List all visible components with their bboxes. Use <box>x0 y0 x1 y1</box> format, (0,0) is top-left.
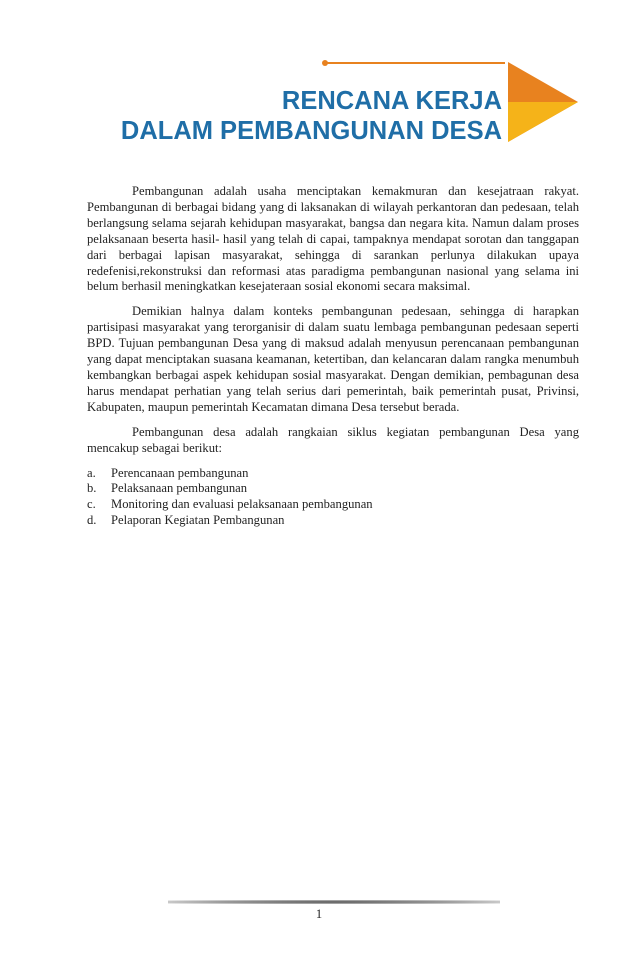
list-item-text: Monitoring dan evaluasi pelaksanaan pembangunan <box>111 497 373 512</box>
title-line-2: DALAM PEMBANGUNAN DESA <box>120 117 502 145</box>
list-item <box>87 513 579 529</box>
header-triangle-icon <box>508 62 580 144</box>
list-item-text: Pelaksanaan pembangunan <box>111 481 248 496</box>
list-marker: a. <box>87 465 96 480</box>
page-number: 1 <box>315 907 323 921</box>
activity-list <box>87 466 579 530</box>
page-title <box>121 86 502 146</box>
list-marker: d. <box>87 513 97 528</box>
title-line-1: RENCANA KERJA <box>281 87 502 115</box>
list-item-text: Pelaporan Kegiatan Pembangunan <box>111 513 285 528</box>
header-accent-line <box>325 62 505 64</box>
list-marker: b. <box>87 481 97 496</box>
list-item-text: Perencanaan pembangunan <box>111 465 249 480</box>
list-item <box>87 481 579 497</box>
paragraph-3: Pembangunan desa adalah rangkaian siklus kegiatan pembangunan Desa yang mencakup sebagai berikut: <box>87 424 579 455</box>
list-item <box>87 497 579 513</box>
paragraph-1: Pembangunan adalah usaha menciptakan kemakmuran dan kesejatraan rakyat. Pembangunan di berbagai bidang yang di laksanakan di wilayah perkantoran dan pedesaan, telah berlangsung selama sejarah kehidupan masyarakat, bangsa dan negara kita. Namun dalam proses pelaksanaan beserta hasil- hasil yang telah di capai, tampaknya mendapat sorotan dan tanggapan dari berbagai lapisan masyarakat, sehingga di sarankan perlunya dilakukan upaya redefenisi,rekonstruksi dan reformasi atas paradigma pembangunan nasional yang selama ini belum berhasil meningkatkan kesejateraan sosial ekonomi secara maksimal. <box>87 184 579 294</box>
list-item <box>87 466 579 482</box>
list-marker: c. <box>87 497 96 512</box>
paragraph-2: Demikian halnya dalam konteks pembangunan pedesaan, sehingga di harapkan partisipasi masyarakat yang terorganisir di dalam suatu lembaga pembangunan pedesaan seperti BPD. Tujuan pembangunan Desa yang di maksud adalah menyusun perencanaan pembangunan yang dapat menciptakan suasana keamanan, ketertiban, dan kelancaran dalam rangka menumbuh kembangkan berbagai aspek kehidupan sosial masyarakat. Dengan demikian, pembagunan desa harus mendapat perhatian yang telah serius dari pemerintah, baik pemerintah pusat, Privinsi, Kabupaten, maupun pemerintah Kecamatan dimana Desa tersebut berada. <box>87 304 579 414</box>
document-body <box>87 184 579 529</box>
footer-divider <box>168 900 500 904</box>
